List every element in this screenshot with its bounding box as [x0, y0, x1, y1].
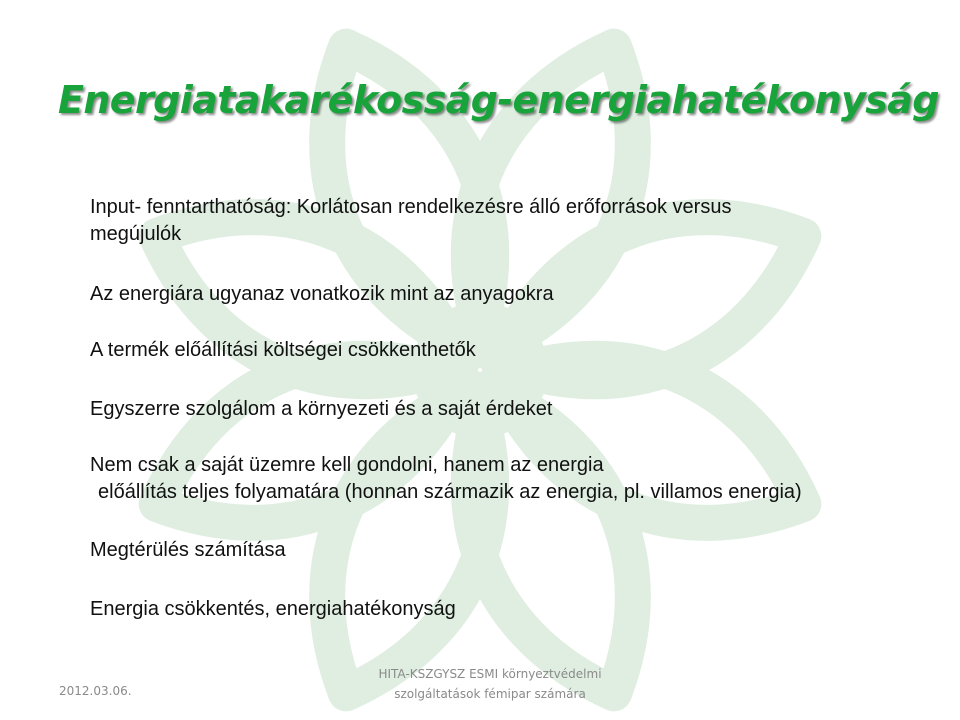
- paragraph-line: előállítás teljes folyamatára (honnan származik az energia, pl. villamos energia): [98, 481, 802, 503]
- bullet-paragraph: [90, 396, 950, 423]
- bullet-paragraph: [90, 194, 950, 248]
- paragraph-line: Input- fenntarthatóság: Korlátosan rendelkezésre álló erőforrások versus: [90, 196, 732, 218]
- paragraph-line: Az energiára ugyanaz vonatkozik mint az anyagokra: [90, 283, 554, 305]
- bullet-paragraph: [90, 337, 950, 364]
- bullet-paragraph: [90, 596, 950, 623]
- bullet-paragraph: [90, 452, 950, 506]
- paragraph-line: Egyszerre szolgálom a környezeti és a saját érdeket: [90, 398, 553, 420]
- paragraph-line: A termék előállítási költségei csökkenthetők: [90, 339, 476, 361]
- paragraph-line: megújulók: [90, 223, 182, 245]
- footer-organization: [340, 664, 640, 704]
- bullet-paragraph: [90, 281, 950, 308]
- footer-date: 2012.03.06.: [59, 684, 132, 698]
- footer-line: szolgáltatások fémipar számára: [394, 687, 586, 701]
- slide-title: Energiatakarékosság-energiahatékonyság: [58, 78, 939, 122]
- paragraph-line: Megtérülés számítása: [90, 539, 286, 561]
- footer-line: HITA-KSZGYSZ ESMI környeztvédelmi: [378, 667, 602, 681]
- paragraph-line: Energia csökkentés, energiahatékonyság: [90, 598, 456, 620]
- paragraph-line: Nem csak a saját üzemre kell gondolni, hanem az energia: [90, 454, 604, 476]
- bullet-paragraph: [90, 537, 950, 564]
